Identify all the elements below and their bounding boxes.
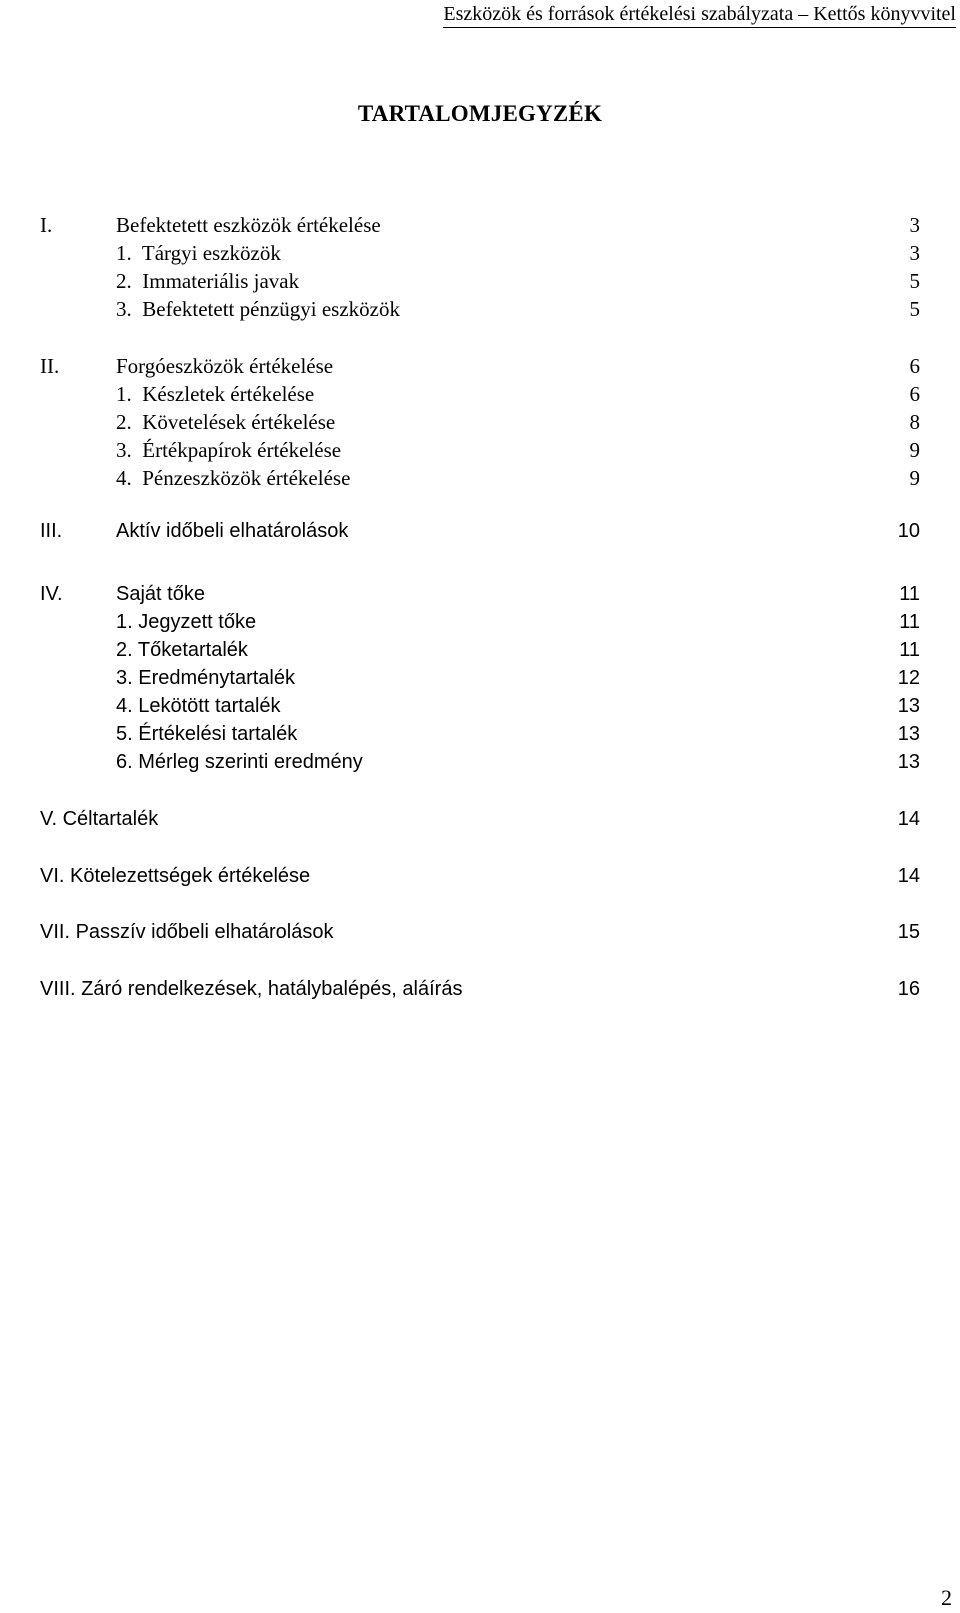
toc-item-title: 2. Követelések értékelése [116, 410, 336, 434]
toc-item[interactable] [0, 466, 960, 490]
toc-page-number: 3 [909, 241, 920, 265]
toc-item[interactable] [0, 694, 960, 718]
toc-item-title: 3. Eredménytartalék [116, 667, 295, 689]
toc-page-number: 9 [909, 466, 920, 490]
toc-page-number: 5 [909, 297, 920, 321]
toc-item[interactable] [0, 610, 960, 634]
toc-item[interactable] [0, 269, 960, 293]
toc-item[interactable] [0, 666, 960, 690]
running-header-title: Eszközök és források értékelési szabályzata – Kettős könyvvitel [443, 3, 956, 25]
toc-section-title: Befektetett eszközök értékelése [116, 213, 381, 237]
toc-item-title: 3. Befektetett pénzügyi eszközök [116, 297, 400, 321]
toc-section-title: VI. Kötelezettségek értékelése [40, 865, 311, 887]
toc-section-title: Aktív időbeli elhatárolások [116, 520, 349, 542]
toc-page-number: 14 [897, 808, 920, 830]
page-number: 2 [941, 1585, 952, 1610]
toc-section-number: I. [40, 213, 53, 237]
toc-section-7[interactable] [0, 920, 960, 944]
toc-page-number: 16 [897, 978, 920, 1000]
toc-page-number: 13 [897, 695, 920, 717]
toc-item-title: 3. Értékpapírok értékelése [116, 438, 342, 462]
toc-section-number: IV. [40, 583, 63, 605]
toc-page-number: 5 [909, 269, 920, 293]
toc-title: TARTALOMJEGYZÉK [357, 101, 603, 126]
toc-item[interactable] [0, 382, 960, 406]
toc-item-title: 2. Tőketartalék [116, 639, 248, 661]
toc-item-title: 5. Értékelési tartalék [116, 723, 298, 745]
toc-page-number: 11 [899, 583, 920, 605]
toc-section-8[interactable] [0, 977, 960, 1001]
toc-page-number: 3 [909, 213, 920, 237]
toc-page-number: 11 [899, 639, 920, 661]
toc-item-title: 2. Immateriális javak [116, 269, 300, 293]
toc-page-number: 6 [909, 354, 920, 378]
toc-page-number: 12 [897, 667, 920, 689]
toc-page-number: 8 [909, 410, 920, 434]
toc-item[interactable] [0, 241, 960, 265]
toc-section-title: VIII. Záró rendelkezések, hatálybalépés, aláírás [40, 978, 463, 1000]
toc-item-title: 4. Pénzeszközök értékelése [116, 466, 351, 490]
toc-section-2[interactable] [0, 354, 960, 378]
toc-item[interactable] [0, 750, 960, 774]
toc-section-title: Forgóeszközök értékelése [116, 354, 334, 378]
toc-section-6[interactable] [0, 864, 960, 888]
toc-item-title: 1. Jegyzett tőke [116, 611, 257, 633]
toc-section-1[interactable] [0, 213, 960, 237]
toc-item-title: 4. Lekötött tartalék [116, 695, 281, 717]
toc-page-number: 13 [897, 723, 920, 745]
toc-item[interactable] [0, 410, 960, 434]
toc-item-title: 1. Tárgyi eszközök [116, 241, 281, 265]
header-rule [443, 27, 956, 28]
toc-item-title: 1. Készletek értékelése [116, 382, 315, 406]
toc-page-number: 11 [899, 611, 920, 633]
toc-section-5[interactable] [0, 807, 960, 831]
toc-page-number: 9 [909, 438, 920, 462]
toc-item[interactable] [0, 638, 960, 662]
toc-section-title: Saját tőke [116, 583, 205, 605]
toc-section-4[interactable] [0, 582, 960, 606]
toc-item[interactable] [0, 438, 960, 462]
toc-page-number: 15 [897, 921, 920, 943]
toc-section-number: III. [40, 520, 63, 542]
toc-section-title: V. Céltartalék [40, 808, 159, 830]
toc-page-number: 14 [897, 865, 920, 887]
toc-item[interactable] [0, 297, 960, 321]
toc-item[interactable] [0, 722, 960, 746]
toc-page-number: 13 [897, 751, 920, 773]
toc-page-number: 10 [897, 520, 920, 542]
toc-section-number: II. [40, 354, 60, 378]
toc-item-title: 6. Mérleg szerinti eredmény [116, 751, 363, 773]
running-header [443, 2, 956, 28]
toc-section-3[interactable] [0, 519, 960, 543]
toc-page-number: 6 [909, 382, 920, 406]
toc-section-title: VII. Passzív időbeli elhatárolások [40, 921, 334, 943]
